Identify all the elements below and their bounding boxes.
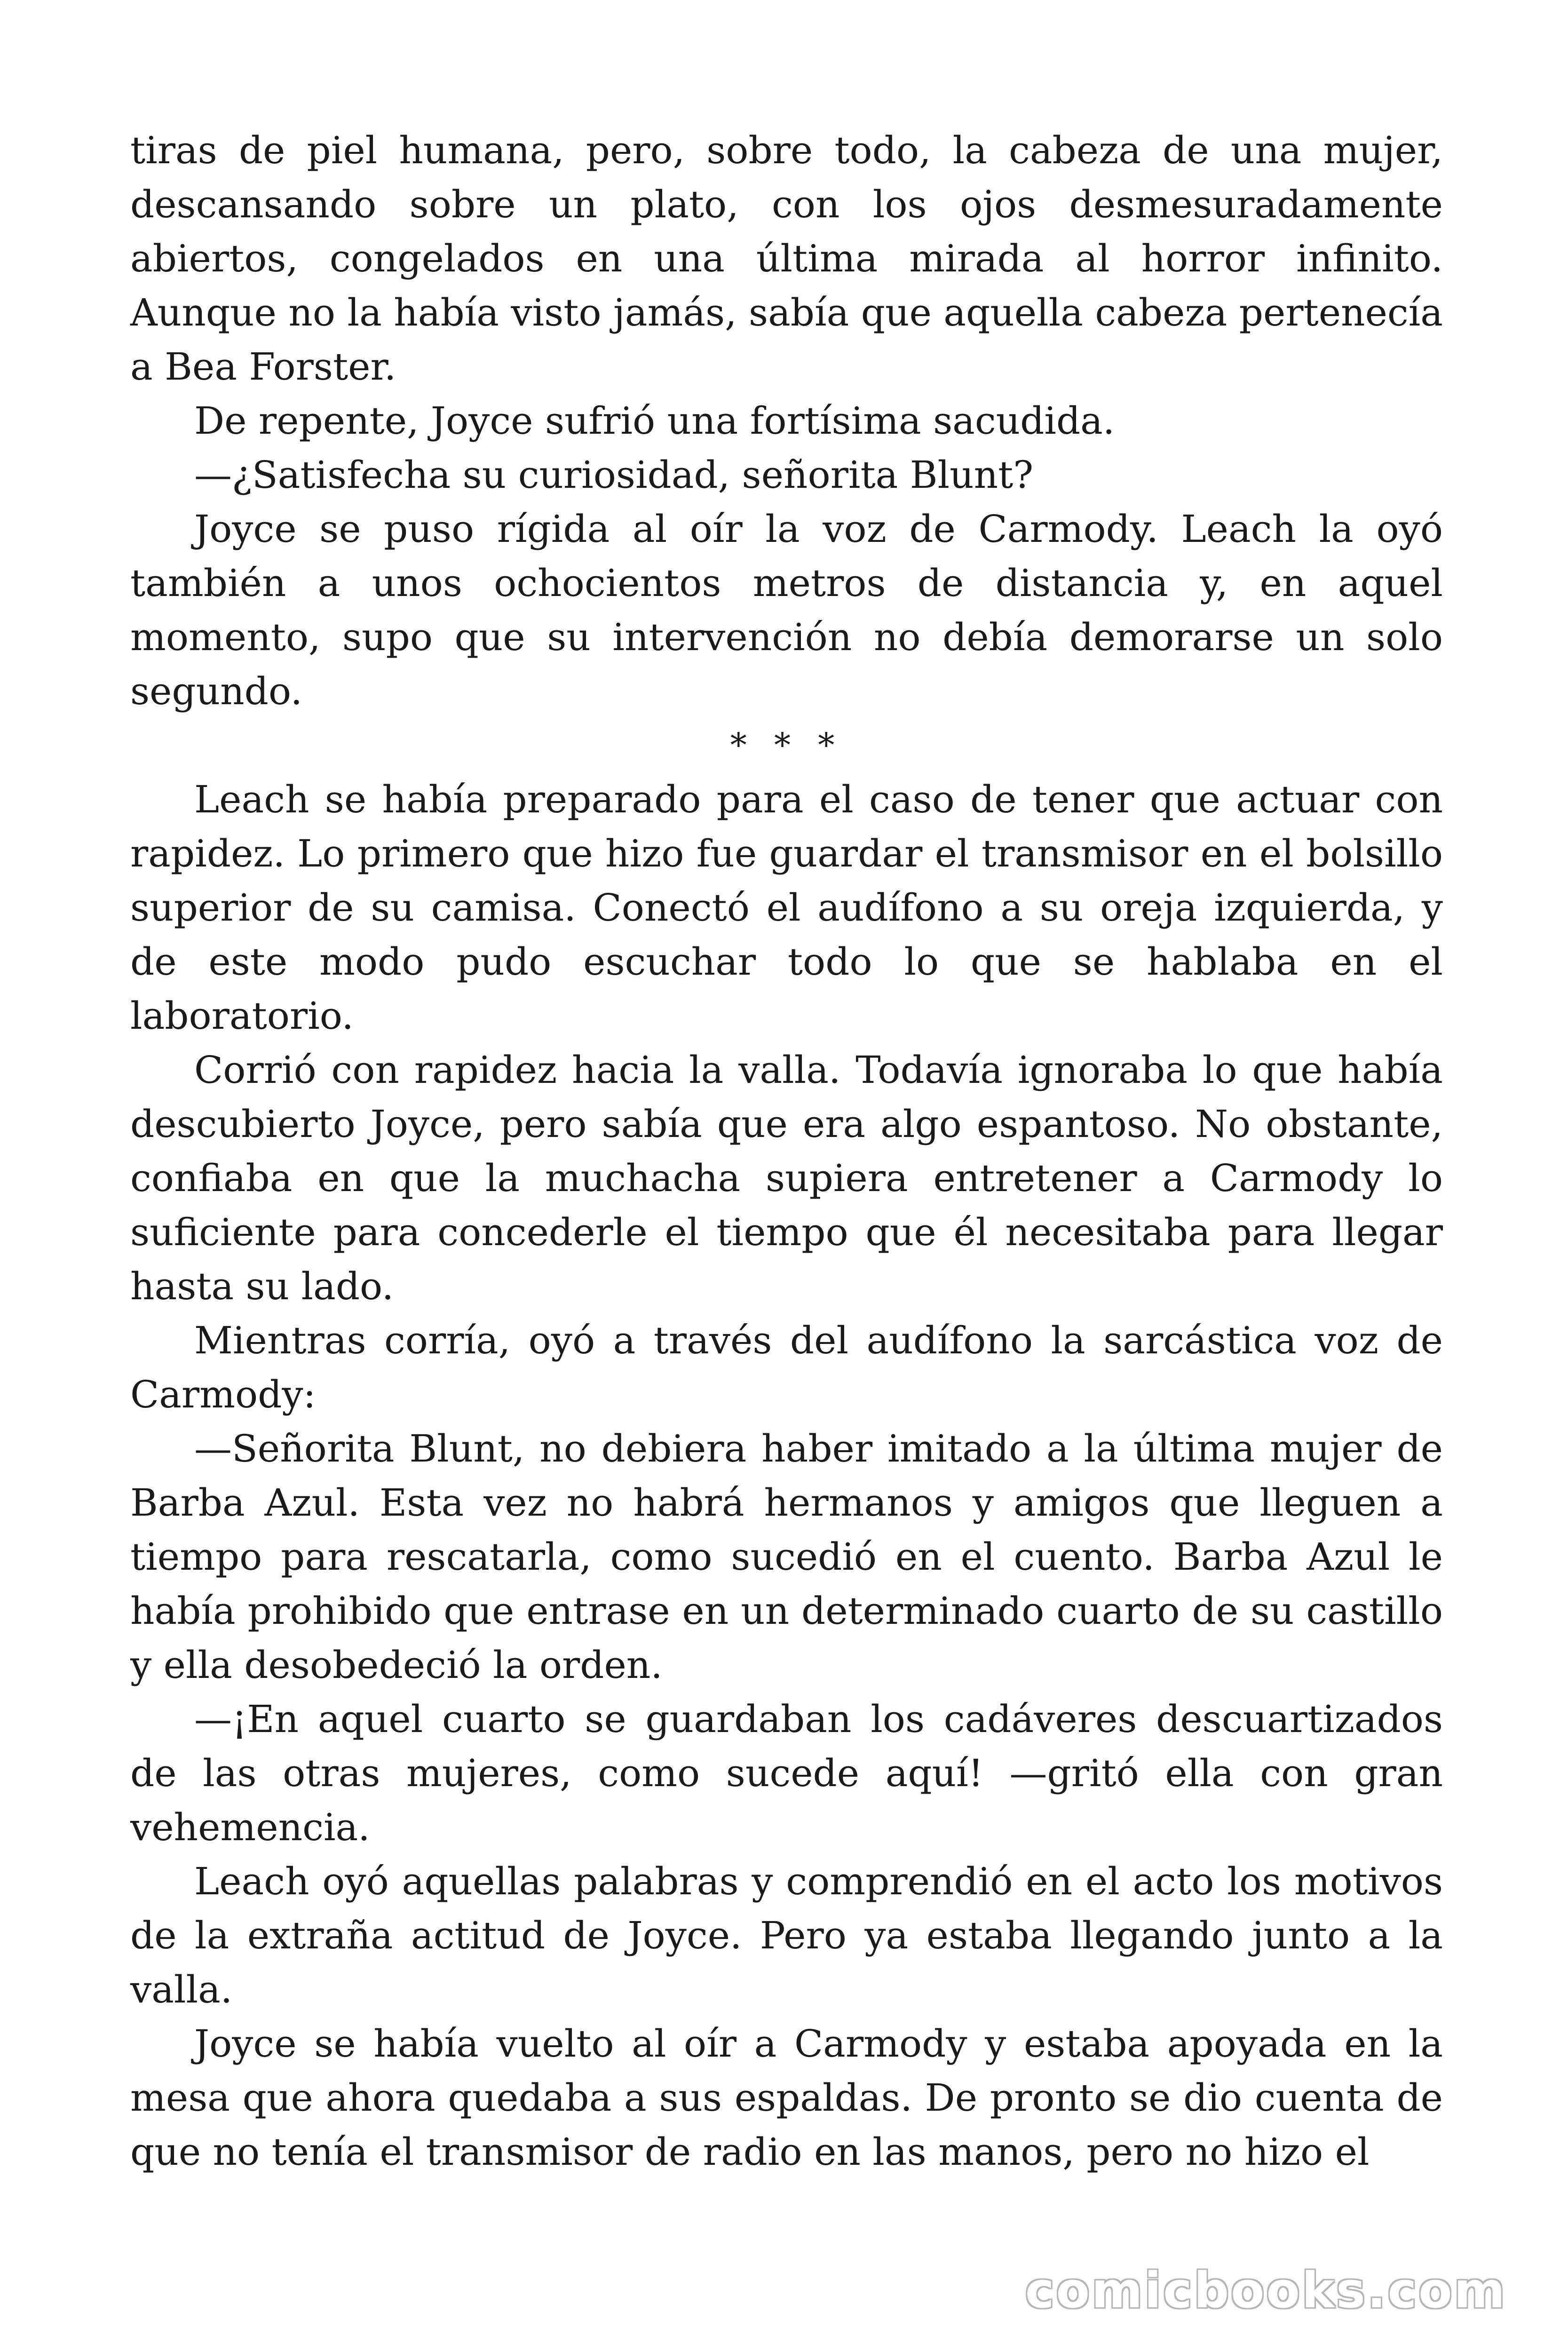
scene-separator: * * *	[730, 726, 843, 764]
paragraph: —Señorita Blunt, no debiera haber imitado a la última mujer de Barba Azul. Esta vez no habrá hermanos y amigos que lleguen a tiempo para rescatarla, como sucedió en el cuento. Barba Azul le había prohibido que entrase en un determinado cuarto de su castillo y ella desobedeció la orden.	[130, 1427, 1443, 1687]
paragraph: —¿Satisfecha su curiosidad, señorita Blunt?	[194, 453, 1034, 497]
paragraph: Joyce se había vuelto al oír a Carmody y estaba apoyada en la mesa que ahora quedaba a sus espaldas. De pronto se dio cuenta de que no tenía el transmisor de radio en las manos, pero no hizo el	[130, 2022, 1443, 2174]
paragraph: —¡En aquel cuarto se guardaban los cadáveres descuartizados de las otras mujeres, como sucede aquí! —gritó ella con gran vehemencia.	[130, 1697, 1443, 1849]
paragraph: Leach se había preparado para el caso de tener que actuar con rapidez. Lo primero que hizo fue guardar el transmisor en el bolsillo superior de su camisa. Conectó el audífono a su oreja izquierda, y de este modo pudo escuchar todo lo que se hablaba en el laboratorio.	[130, 778, 1443, 1038]
paragraph: Joyce se puso rígida al oír la voz de Carmody. Leach la oyó también a unos ochocientos metros de distancia y, en aquel momento, supo que su intervención no debía demorarse un solo segundo.	[130, 507, 1443, 713]
paragraph: Leach oyó aquellas palabras y comprendió en el acto los motivos de la extraña actitud de Joyce. Pero ya estaba llegando junto a la valla.	[130, 1859, 1443, 2011]
book-page-text	[130, 123, 1443, 2179]
paragraph: Corrió con rapidez hacia la valla. Todavía ignoraba lo que había descubierto Joyce, pero sabía que era algo espantoso. No obstante, confiaba en que la muchacha supiera entretener a Carmody lo suficiente para concederle el tiempo que él necesitaba para llegar hasta su lado.	[130, 1048, 1443, 1308]
paragraph: Mientras corría, oyó a través del audífono la sarcástica voz de Carmody:	[130, 1319, 1443, 1416]
paragraph: tiras de piel humana, pero, sobre todo, la cabeza de una mujer, descansando sobre un plato, con los ojos desmesuradamente abiertos, congelados en una última mirada al horror infinito. Aunque no la había visto jamás, sabía que aquella cabeza pertenecía a Bea Forster.	[130, 128, 1443, 389]
paragraph: De repente, Joyce sufrió una fortísima sacudida.	[194, 399, 1115, 443]
watermark: comicbooks.com	[1025, 2262, 1507, 2319]
